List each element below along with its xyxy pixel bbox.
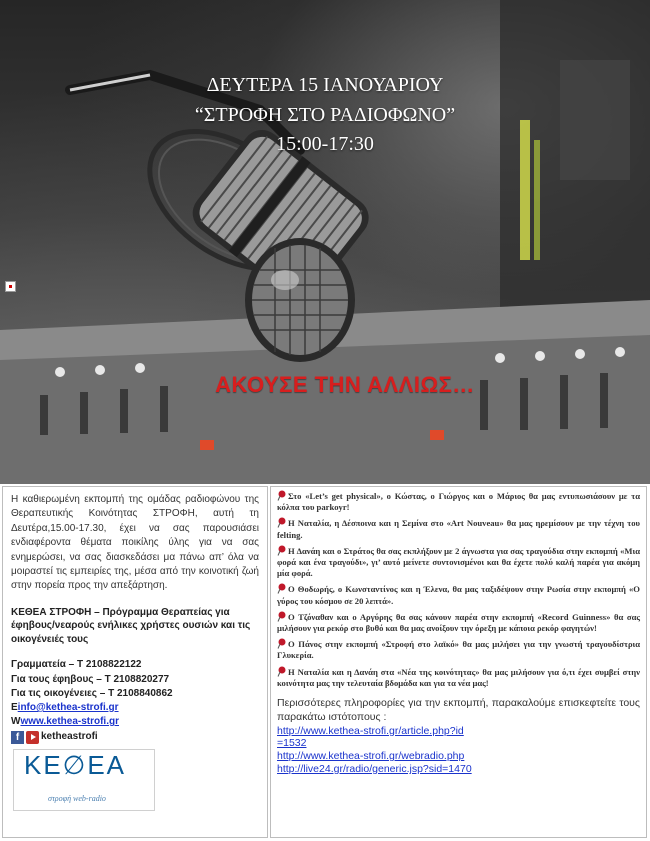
info-panel [2,486,268,838]
organization-title: ΚΕΘΕΑ ΣΤΡΟΦΗ – Πρόγραμμα Θεραπείας για έφηβους/νεαρούς ενήλικες χρήστες ουσιών και τις οικογένειές τους [11,606,251,645]
secretariat-phone: Γραμματεία – Τ 2108822122 [11,659,142,671]
kethea-logo [13,749,155,811]
program-item-text: Ο Τζόναθαν και ο Αργύρης θα σας κάνουν παρέα στην εκπομπή «Record Guinness» θα σας μιλήσουν για ρεκόρ στο βυθό και θα μας ανοίξουν την όρεξη με κάποια ρεκόρ φαγητών! [277,611,640,634]
logo-subtext: στροφή web-radio [48,793,106,803]
poster-show-title: “ΣΤΡΟΦΗ ΣΤΟ ΡΑΔΙΟΦΩΝΟ” [194,104,456,126]
article-link[interactable] [277,725,464,750]
program-item-text: Η Ναταλία, η Δέσποινα και η Σεμίνα στο «Art Nouveau» θα μας ηρεμίσουν με την τέχνη του felting. [277,518,640,540]
program-item [277,611,640,634]
program-item-text: Στο «Let’s get physical», ο Κώστας, ο Γιώργος και ο Μάριος θα μας εντυπωσιάσουν με τα κόλπα του parkoyr! [277,491,640,513]
poster-date: ΔΕΥΤΕΡΑ 15 ΙΑΝΟΥΑΡΙΟΥ [206,74,444,96]
poster-slogan: ΑΚΟΥΣΕ ΤΗΝ ΑΛΛΙΩΣ… [215,372,475,397]
live24-link[interactable]: http://live24.gr/radio/generic.jsp?sid=1470 [277,763,472,776]
program-item [277,490,640,513]
program-item [277,517,640,540]
contact-block [11,658,259,744]
pushpin-icon [277,517,286,528]
email-line [11,701,259,715]
pushpin-icon [277,666,286,677]
program-item-text: Η Ναταλία και η Δανάη στα «Νέα της κοινότητας» θα μας μιλήσουν για ό,τι έχει συμβεί στην κοινότητα μας την τελευταία βδομάδα και για τα νέα μας! [277,666,640,688]
email-link[interactable]: info@kethea-strofi.gr [17,701,119,713]
links-block [277,725,640,776]
pushpin-icon [277,583,286,594]
article-link-part2[interactable]: =1532 [277,737,307,750]
social-handle: ketheastrofi [41,731,98,743]
program-item [277,666,640,689]
logo-text: ΚΕ∅ΕΑ [24,749,127,780]
website-prefix: W [11,716,21,728]
more-info-text: Περισσότερες πληροφορίες για την εκπομπή, παρακαλούμε επισκεφτείτε τους παρακάτω ιστότοπους : [277,697,640,723]
website-link[interactable]: www.kethea-strofi.gr [20,716,119,728]
article-link-part1[interactable]: http://www.kethea-strofi.gr/article.php?id [277,724,464,737]
social-line [11,730,259,744]
program-item-text: Η Δανάη και ο Στράτος θα σας εκπλήξουν με 2 άγνωστα για σας τραγούδια στην εκπομπή «Μια φορά και ένα τραγούδι», γι’ αυτό μείνετε συντονισμένοι και θα έχετε πολύ καλή παρέα για ακόμη μία φορά. [277,545,640,579]
program-item [277,545,640,580]
youtube-icon[interactable] [26,731,39,744]
poster-time: 15:00-17:30 [276,133,374,155]
facebook-icon[interactable]: f [11,731,24,744]
broken-image-icon [5,281,16,292]
program-panel [270,486,647,838]
program-item-text: Ο Πάνος στην εκπομπή «Στροφή στο λαϊκό» θα μας μιλήσει για την γνωστή τραγουδίστρια Γλυκερία. [277,639,640,661]
program-item [277,638,640,661]
program-list [277,490,640,689]
website-line [11,715,259,729]
pushpin-icon [277,638,286,649]
pushpin-icon [277,545,286,556]
pushpin-icon [277,490,286,501]
email-prefix: E [11,701,18,713]
show-description: Η καθιερωμένη εκπομπή της ομάδας ραδιοφώνου της Θεραπευτικής Κοινότητας ΣΤΡΟΦΗ, αυτή τη Δευτέρα,15.00-17.30, έχει να σας παρουσιάσει ενδιαφέροντα θέματα ποικίλης ύλης για να σας ενημερώσει, να σας διασκεδάσει μα πάνω απ’ όλα να μοιραστεί τις εμπειρίες της, μέσα από την κοινοτική ζωή στην πορεία προς την απεξάρτηση. [11,494,259,592]
teens-phone: Για τους έφηβους – Τ 2108820277 [11,673,170,685]
pushpin-icon [277,611,286,622]
webradio-link[interactable]: http://www.kethea-strofi.gr/webradio.php [277,750,465,763]
families-phone: Για τις οικογένειες – Τ 2108840862 [11,687,173,699]
program-item [277,583,640,606]
program-item-text: Ο Θοδωρής, ο Κωνσταντίνος και η Έλενα, θα μας ταξιδέψουν στην Ρωσία στην εκπομπή «Ο γύρος του κόσμου σε 20 λεπτά». [277,584,640,606]
